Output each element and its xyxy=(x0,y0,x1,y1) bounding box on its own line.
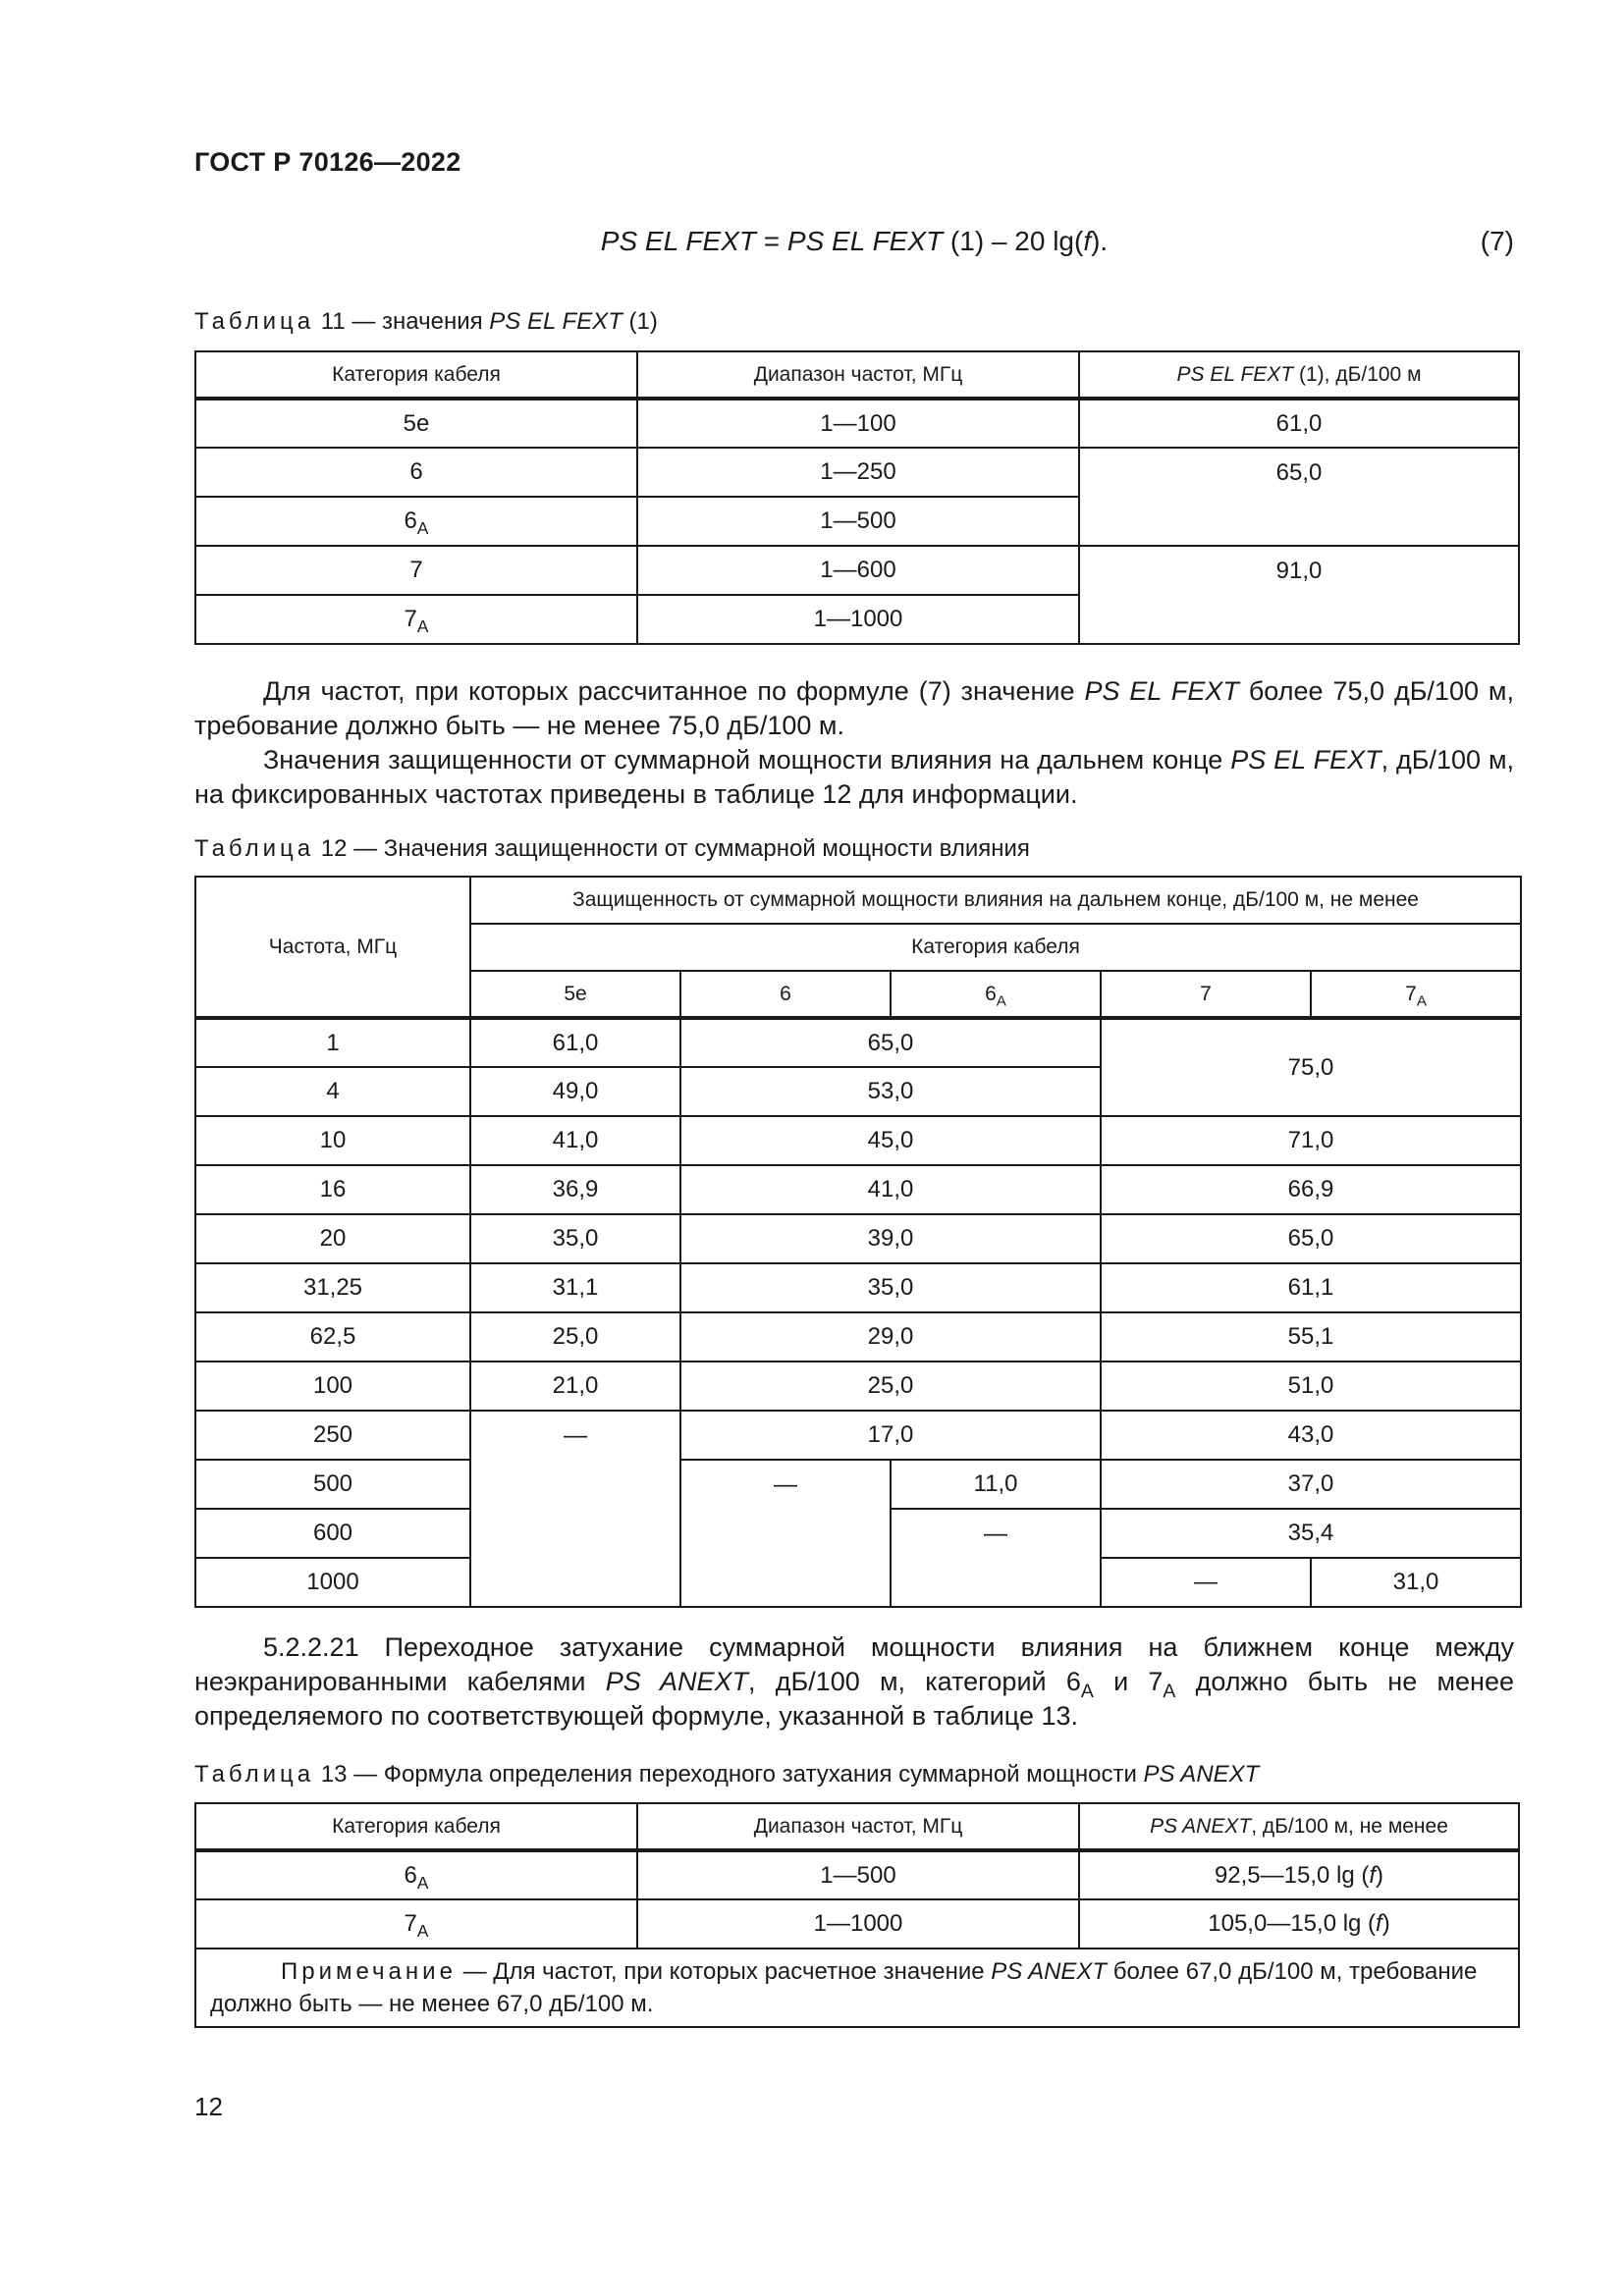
cell-5e: — xyxy=(470,1411,680,1607)
table-header-row xyxy=(195,351,1519,399)
cell-5e: 21,0 xyxy=(470,1362,680,1411)
table-row xyxy=(195,1116,1521,1165)
header-frequency: Частота, МГц xyxy=(195,877,470,1018)
cell-6-6a: 35,0 xyxy=(680,1263,1101,1312)
cell-frequency: 600 xyxy=(195,1509,470,1558)
cell-frequency: 16 xyxy=(195,1165,470,1214)
cell-range: 1—500 xyxy=(637,497,1079,546)
table-row xyxy=(195,1460,1521,1509)
table-row xyxy=(195,1263,1521,1312)
table-note-row xyxy=(195,1949,1519,2027)
table-13-caption: Таблица 13 — Формула определения переходного затухания суммарной мощности PS ANEXT xyxy=(194,1761,1260,1788)
table-row xyxy=(195,1165,1521,1214)
cell-range: 1—1000 xyxy=(637,1899,1079,1949)
cell-category: $7_A$ xyxy=(195,1899,637,1949)
table-13 xyxy=(194,1802,1520,2028)
paragraph-block-1 xyxy=(194,674,1514,812)
cell-6a: 11,0 xyxy=(891,1460,1101,1509)
cell-7a: 31,0 xyxy=(1311,1558,1521,1607)
standard-header: ГОСТ Р 70126—2022 xyxy=(194,147,461,177)
cell-5e: 49,0 xyxy=(470,1067,680,1116)
table-row xyxy=(195,1411,1521,1460)
header-cat-5e: 5e xyxy=(470,971,680,1018)
header-cat-7: 7 xyxy=(1101,971,1311,1018)
cell-7-7a: 35,4 xyxy=(1101,1509,1521,1558)
cell-6-6a: 41,0 xyxy=(680,1165,1101,1214)
table-row xyxy=(195,1312,1521,1362)
cell-5e: 61,0 xyxy=(470,1018,680,1067)
table-header-row xyxy=(195,1803,1519,1850)
cell-category: $6_A$ xyxy=(195,1850,637,1899)
header-value: PS ANEXT, дБ/100 м, не менее xyxy=(1079,1803,1519,1850)
cell-6-6a: 39,0 xyxy=(680,1214,1101,1263)
cell-frequency: 31,25 xyxy=(195,1263,470,1312)
cell-value: 65,0 xyxy=(1079,448,1519,546)
table-12 xyxy=(194,876,1522,1608)
table-11-caption: Таблица 11 — значения PS EL FEXT (1) xyxy=(194,308,658,335)
cell-7-7a: 61,1 xyxy=(1101,1263,1521,1312)
header-cat-6a: $6_A$ xyxy=(891,971,1101,1018)
cell-6-6a: 25,0 xyxy=(680,1362,1101,1411)
table-header-row xyxy=(195,877,1521,924)
formula-number: (7) xyxy=(1480,226,1514,256)
table-note: Примечание — Для частот, при которых расчетное значение PS ANEXT более 67,0 дБ/100 м, требование должно быть — не менее 67,0 дБ/100 м. xyxy=(195,1949,1519,2027)
table-row xyxy=(195,1899,1519,1949)
table-row xyxy=(195,448,1519,497)
header-cable-category: Категория кабеля xyxy=(470,924,1521,971)
cell-frequency: 1000 xyxy=(195,1558,470,1607)
cell-7-7a: 65,0 xyxy=(1101,1214,1521,1263)
cell-value: 91,0 xyxy=(1079,546,1519,644)
cell-range: 1—100 xyxy=(637,399,1079,448)
cell-frequency: 1 xyxy=(195,1018,470,1067)
cell-frequency: 20 xyxy=(195,1214,470,1263)
cell-range: 1—250 xyxy=(637,448,1079,497)
cell-7-7a: 66,9 xyxy=(1101,1165,1521,1214)
cell-7-7a: 71,0 xyxy=(1101,1116,1521,1165)
cell-6-6a: 65,0 xyxy=(680,1018,1101,1067)
formula-7 xyxy=(194,226,1514,265)
cell-7-7a: 55,1 xyxy=(1101,1312,1521,1362)
page-number: 12 xyxy=(194,2092,223,2121)
cell-7-7a: 75,0 xyxy=(1101,1018,1521,1116)
cell-5e: 31,1 xyxy=(470,1263,680,1312)
cell-range: 1—500 xyxy=(637,1850,1079,1899)
cell-category: 6 xyxy=(195,448,637,497)
cell-5e: 35,0 xyxy=(470,1214,680,1263)
cell-7-7a: 37,0 xyxy=(1101,1460,1521,1509)
cell-category: $6_A$ xyxy=(195,497,637,546)
table-row xyxy=(195,399,1519,448)
cell-6-6a: 17,0 xyxy=(680,1411,1101,1460)
table-row xyxy=(195,1214,1521,1263)
cell-5e: 41,0 xyxy=(470,1116,680,1165)
cell-6a: — xyxy=(891,1509,1101,1607)
header-protection: Защищенность от суммарной мощности влияния на дальнем конце, дБ/100 м, не менее xyxy=(470,877,1521,924)
header-value: PS EL FEXT (1), дБ/100 м xyxy=(1079,351,1519,399)
cell-6: — xyxy=(680,1460,891,1607)
header-category: Категория кабеля xyxy=(195,351,637,399)
cell-range: 1—1000 xyxy=(637,595,1079,644)
paragraph: Значения защищенности от суммарной мощности влияния на дальнем конце PS EL FEXT, дБ/100 м, на фиксированных частотах приведены в таблице 12 для информации. xyxy=(194,745,1515,809)
cell-category: $7_A$ xyxy=(195,595,637,644)
formula-expression: PS EL FEXT = PS EL FEXT (1) – 20 lg(f). xyxy=(600,226,1109,256)
table-row xyxy=(195,546,1519,595)
cell-frequency: 250 xyxy=(195,1411,470,1460)
cell-7-7a: 43,0 xyxy=(1101,1411,1521,1460)
cell-6-6a: 29,0 xyxy=(680,1312,1101,1362)
cell-5e: 36,9 xyxy=(470,1165,680,1214)
cell-6-6a: 53,0 xyxy=(680,1067,1101,1116)
cell-frequency: 500 xyxy=(195,1460,470,1509)
table-row xyxy=(195,1850,1519,1899)
paragraph: Для частот, при которых рассчитанное по формуле (7) значение PS EL FEXT более 75,0 дБ/100 м, требование должно быть — не менее 75,0 дБ/100 м. xyxy=(194,676,1514,740)
cell-range: 1—600 xyxy=(637,546,1079,595)
table-11 xyxy=(194,350,1520,645)
table-row xyxy=(195,1018,1521,1067)
cell-category: 7 xyxy=(195,546,637,595)
cell-frequency: 100 xyxy=(195,1362,470,1411)
cell-frequency: 4 xyxy=(195,1067,470,1116)
paragraph-block-2 xyxy=(194,1630,1514,1734)
cell-frequency: 62,5 xyxy=(195,1312,470,1362)
header-range: Диапазон частот, МГц xyxy=(637,351,1079,399)
header-category: Категория кабеля xyxy=(195,1803,637,1850)
cell-frequency: 10 xyxy=(195,1116,470,1165)
paragraph-5-2-2-21: 5.2.2.21 Переходное затухание суммарной мощности влияния на ближнем конце между неэкранированными кабелями PS ANEXT, дБ/100 м, категорий $6_A$ и $7_A$ должно быть не менее определяемого по соответствующей формуле, указанной в таблице 13. xyxy=(194,1632,1514,1731)
cell-5e: 25,0 xyxy=(470,1312,680,1362)
table-row xyxy=(195,1362,1521,1411)
table-12-caption: Таблица 12 — Значения защищенности от суммарной мощности влияния xyxy=(194,835,1030,862)
header-range: Диапазон частот, МГц xyxy=(637,1803,1079,1850)
cell-7: — xyxy=(1101,1558,1311,1607)
cell-formula: 105,0—15,0 lg (f) xyxy=(1079,1899,1519,1949)
header-cat-7a: $7_A$ xyxy=(1311,971,1521,1018)
cell-7-7a: 51,0 xyxy=(1101,1362,1521,1411)
cell-formula: 92,5—15,0 lg (f) xyxy=(1079,1850,1519,1899)
cell-value: 61,0 xyxy=(1079,399,1519,448)
cell-6-6a: 45,0 xyxy=(680,1116,1101,1165)
header-cat-6: 6 xyxy=(680,971,891,1018)
cell-category: 5e xyxy=(195,399,637,448)
